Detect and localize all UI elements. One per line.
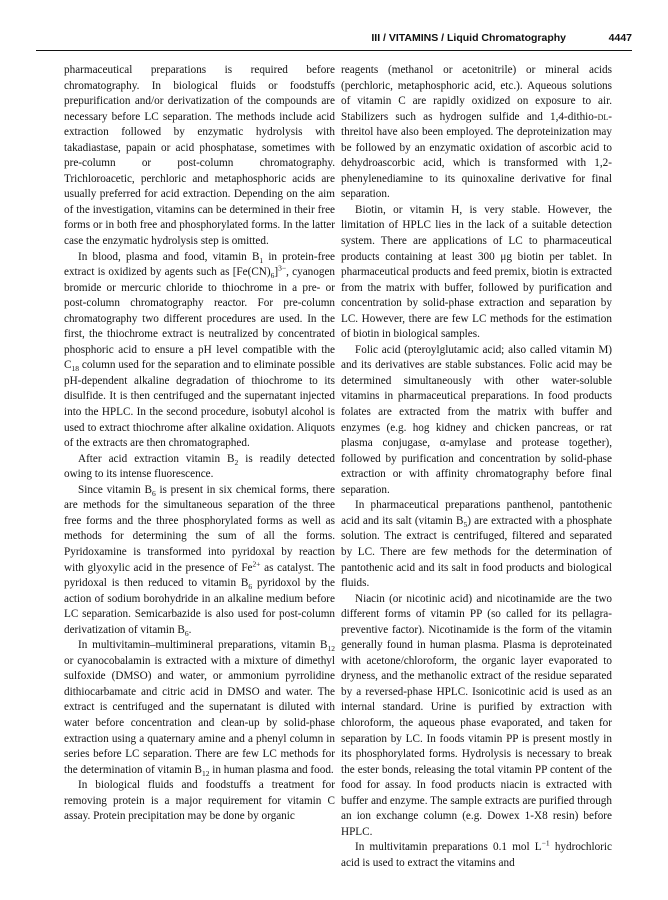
page-number: 4447 [608,32,632,44]
paragraph: Since vitamin $B_6$ is present in six chemical forms, there are methods for the simultaneous separation of the three free forms and the three phosphorylated forms as well as methods for determining the sum of all the forms. Pyridoxamine is transformed into pyridoxal by reaction with glyoxylic acid in the presence of $Fe^{2+}$ as catalyst. The pyridoxal is then reduced to vitamin $B_6$ pyridoxol by the action of sodium borohydride in an alkaline medium before LC separation. Semicarbazide is also used for post-column derivatization of vitamin $B_6$. [64,483,336,638]
paragraph: Biotin, or vitamin H, is very stable. However, the limitation of HPLC lies in the lack of a suitable detection system. There are applications of LC to pharmaceutical products containing at least 300 μg biotin per tablet. In pharmaceutical products and feed premix, biotin is extracted from the matrix with buffer, followed by purification and concentration by solid-phase extraction and separation by LC. However, there are few LC methods for the estimation of biotin in biological samples. [341,203,612,341]
running-header [36,24,632,51]
paragraph: After acid extraction vitamin $B_2$ is readily detected owing to its intense fluorescence. [64,452,336,481]
paragraph: pharmaceutical preparations is required before chromatography. In biological fluids or foodstuffs prepurification and/or derivatization of the compounds are necessary before LC separation. The methods include acid extraction followed by enzymatic hydrolysis with takadiastase, papain or acid phosphatase, sometimes with pre-column or post-column chromatography. Trichloroacetic, perchloric and metaphosphoric acids are usually preferred for acid extraction. Depending on the aim of the investigation, vitamins can be determined in their free forms or in both free and phosphorylated forms. In the latter case the enzymatic hydrolysis step is omitted. [64,64,335,248]
running-header-title: III / VITAMINS / Liquid Chromatography [371,32,566,44]
paragraph: In pharmaceutical preparations panthenol, pantothenic acid and its salt (vitamin $B_5$) are extracted with a phosphate solution. The extract is centrifuged, filtered and separated by LC. There are few methods for the determination of pantothenic acid and its salt in food products and biological fluids. [341,499,613,590]
paragraph: In blood, plasma and food, vitamin $B_1$ in protein-free extract is oxidized by agents such as $[Fe(CN)_6]^{3-}$, cyanogen bromide or mercuric chloride to thiochrome in a pre- or post-column chromatography reactor. For pre-column chromatography two different procedures are used. In the first, the thiochrome extract is neutralized by concentrated phosphoric acid to ensure a pH level compatible with the $C_{18}$ column used for the separation and to eliminate possible pH-dependent alkaline degradation of thiochrome to its disulfide. It is then centrifuged and the supernatant injected into the HPLC. In the second procedure, isobutyl alcohol is used to extract thiochrome after alkaline oxidation. Aliquots of the extracts are then chromatographed. [64,250,335,450]
left-column [64,63,335,825]
paragraph: In biological fluids and foodstuffs a treatment for removing protein is a major requirement for vitamin C assay. Protein precipitation may be done by organic [64,779,335,823]
paragraph: reagents (methanol or acetonitrile) or mineral acids (perchloric, metaphosphoric acid, etc.). Aqueous solutions of vitamin C are rapidly oxidized on exposure to air. Stabilizers such as hydrogen sulfide and 1,4-dithio-dl-threitol have also been employed. The deproteinization may be followed by an enzymatic oxidation of ascorbic acid to dehydroascorbic acid, which is transformed with 1,2-phenylenediamine to its quinoxaline derivative for final separation. [341,64,612,201]
paragraph: Folic acid (pteroylglutamic acid; also called vitamin M) and its derivatives are stable substances. Folic acid may be determined simultaneously with other water-soluble vitamins in pharmaceutical preparations. In food products folates are extracted from the matrix with buffer and enzymes (e.g. hog kidney and chicken pancreas, or rat plasma conjugase, α-amylase and protease together), followed by purification and concentration by solid-phase extraction or with affinity chromatography before final separation. [341,343,612,496]
paragraph: Niacin (or nicotinic acid) and nicotinamide are the two different forms of vitamin PP (so called for its pellagra-preventive factor). Nicotinamide is the form of the vitamin generally found in human plasma. Plasma is deproteinated with acetone/chloroform, the organic layer evaporated to dryness, and the methanolic extract of the residue separated by a reversed-phase HPLC. Isonicotinic acid is used as an internal standard. Urine is purified by extraction with chloroform, the aqueous phase evaporated, and taken for separation by LC. In foods vitamin PP is present mostly in its phosphorylated forms. Hydrolysis is necessary to break the ester bonds, releasing the total vitamin PP content of the food for assay. In food products niacin is extracted with buffer and enzyme. The sample extracts are purified through an ion exchange column (e.g. Dowex 1-X8 resin) before HPLC. [341,592,612,838]
paragraph: In multivitamin preparations 0.1 mol $L^{-1}$ hydrochloric acid is used to extract the vitamins and [341,838,612,869]
right-column [341,63,612,871]
paragraph: In multivitamin–multimineral preparations, vitamin $B_{12}$ or cyanocobalamin is extracted with a mixture of dimethyl sulfoxide (DMSO) and water, or ammonium pyrrolidine dithiocarbamate and citric acid in DMSO and water. The extract is centrifuged and the supernatant is diluted with water before concentration and clean-up by solid-phase extraction using a quaternary amine and a phenyl column in series before LC separation. There are few LC methods for the determination of vitamin $B_{12}$ in human plasma and food. [64,639,335,778]
